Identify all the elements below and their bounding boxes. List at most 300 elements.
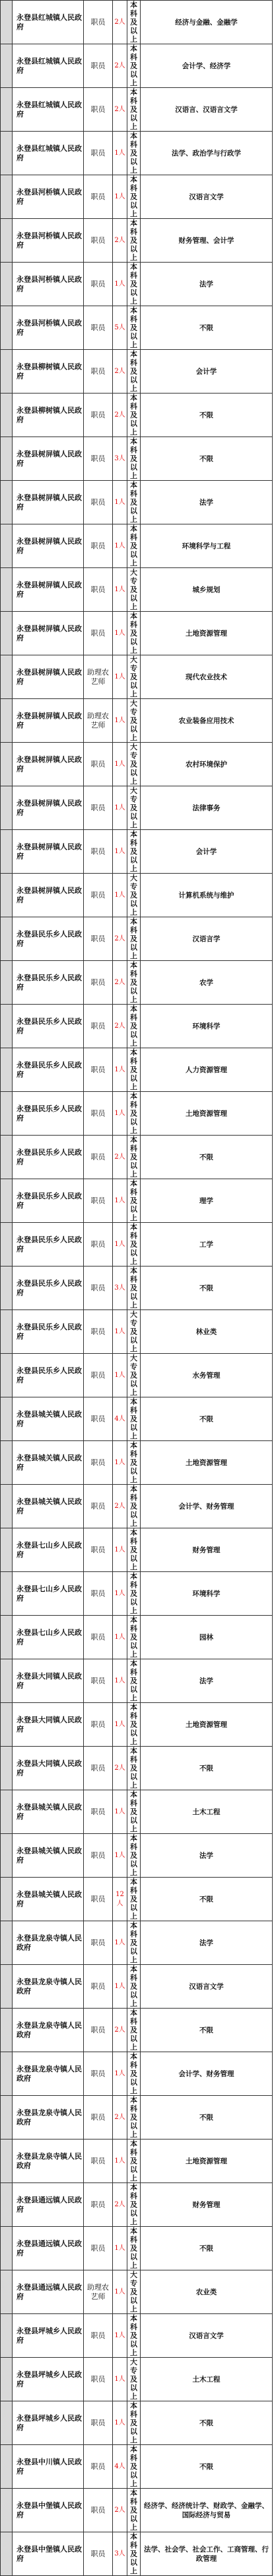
count-cell: 1人 (113, 1790, 127, 1834)
major-cell: 土地资源管理 (141, 1092, 273, 1136)
count-cell: 1人 (113, 2314, 127, 2358)
major-cell: 不限 (141, 437, 273, 481)
table-row (1, 699, 273, 743)
level-cell: 职员 (84, 961, 113, 1005)
row-marker-cell (1, 306, 13, 350)
row-marker-cell (1, 568, 13, 612)
unit-cell: 永登县民乐乡人民政府 (13, 1005, 84, 1048)
major-cell: 农业类 (141, 2270, 273, 2314)
major-cell: 不限 (141, 1267, 273, 1310)
major-cell: 法学、政治学与行政学 (141, 132, 273, 175)
row-marker-cell (1, 1354, 13, 1397)
count-cell: 1人 (113, 524, 127, 568)
count-cell: 1人 (113, 1659, 127, 1703)
level-cell: 职员 (84, 1048, 113, 1092)
unit-cell: 永登县龙泉寺镇人民政府 (13, 1921, 84, 1965)
major-cell: 不限 (141, 1878, 273, 1921)
row-marker-cell (1, 1965, 13, 2009)
unit-cell: 永登县树屏镇人民政府 (13, 655, 84, 699)
education-cell: 大专及以上 (127, 743, 141, 786)
education-cell: 本科及以上 (127, 1921, 141, 1965)
count-cell: 1人 (113, 481, 127, 524)
count-cell: 3人 (113, 1267, 127, 1310)
education-cell: 本科及以上 (127, 2183, 141, 2227)
major-cell: 计算机系统与维护 (141, 874, 273, 917)
major-cell: 水务管理 (141, 1354, 273, 1397)
table-row (1, 786, 273, 830)
level-cell: 职员 (84, 2140, 113, 2183)
major-cell: 汉语言、汉语言文学 (141, 88, 273, 132)
table-row (1, 2052, 273, 2096)
table-row (1, 874, 273, 917)
count-cell: 1人 (113, 1834, 127, 1878)
level-cell: 职员 (84, 1092, 113, 1136)
table-row (1, 1397, 273, 1441)
row-marker-cell (1, 1747, 13, 1790)
row-marker-cell (1, 2096, 13, 2140)
education-cell: 本科及以上 (127, 306, 141, 350)
table-row (1, 1048, 273, 1092)
level-cell: 职员 (84, 2183, 113, 2227)
education-cell: 本科及以上 (127, 2096, 141, 2140)
table-row (1, 2445, 273, 2489)
count-cell: 1人 (113, 1048, 127, 1092)
row-marker-cell (1, 2489, 13, 2532)
count-cell: 1人 (113, 699, 127, 743)
level-cell: 助理农艺师 (84, 2270, 113, 2314)
count-cell: 1人 (113, 743, 127, 786)
unit-cell: 永登县民乐乡人民政府 (13, 1136, 84, 1179)
table-row (1, 1703, 273, 1747)
row-marker-cell (1, 1048, 13, 1092)
count-cell: 1人 (113, 132, 127, 175)
education-cell: 本科及以上 (127, 1834, 141, 1878)
education-cell: 本科及以上 (127, 1223, 141, 1267)
unit-cell: 永登县七山乡人民政府 (13, 1572, 84, 1616)
row-marker-cell (1, 1528, 13, 1572)
table-row (1, 743, 273, 786)
education-cell: 本科及以上 (127, 219, 141, 263)
level-cell: 职员 (84, 612, 113, 655)
level-cell: 职员 (84, 786, 113, 830)
education-cell: 大专及以上 (127, 655, 141, 699)
count-cell: 2人 (113, 1136, 127, 1179)
major-cell: 汉语言文学 (141, 1965, 273, 2009)
unit-cell: 永登县坪城乡人民政府 (13, 2401, 84, 2445)
count-cell: 2人 (113, 394, 127, 437)
level-cell: 职员 (84, 1267, 113, 1310)
table-row (1, 175, 273, 219)
education-cell: 本科及以上 (127, 1397, 141, 1441)
level-cell: 职员 (84, 2401, 113, 2445)
table-row (1, 830, 273, 874)
education-cell: 本科及以上 (127, 2227, 141, 2270)
row-marker-cell (1, 2227, 13, 2270)
row-marker-cell (1, 263, 13, 306)
education-cell: 本科及以上 (127, 132, 141, 175)
education-cell: 大专及以上 (127, 1354, 141, 1397)
count-cell: 1人 (113, 263, 127, 306)
table-row (1, 481, 273, 524)
education-cell: 本科及以上 (127, 481, 141, 524)
unit-cell: 永登县通远镇人民政府 (13, 2183, 84, 2227)
row-marker-cell (1, 1921, 13, 1965)
row-marker-cell (1, 1703, 13, 1747)
major-cell: 不限 (141, 306, 273, 350)
table-row (1, 2227, 273, 2270)
row-marker-cell (1, 1572, 13, 1616)
level-cell: 职员 (84, 2314, 113, 2358)
count-cell: 1人 (113, 175, 127, 219)
major-cell: 法学 (141, 1834, 273, 1878)
major-cell: 土地资源管理 (141, 1703, 273, 1747)
level-cell: 职员 (84, 44, 113, 88)
row-marker-cell (1, 2140, 13, 2183)
unit-cell: 永登县大同镇人民政府 (13, 1747, 84, 1790)
unit-cell: 永登县龙泉寺镇人民政府 (13, 2052, 84, 2096)
count-cell: 1人 (113, 1703, 127, 1747)
unit-cell: 永登县城关镇人民政府 (13, 1878, 84, 1921)
count-cell: 1人 (113, 1528, 127, 1572)
level-cell: 职员 (84, 1136, 113, 1179)
major-cell: 工学 (141, 1223, 273, 1267)
education-cell: 本科及以上 (127, 2140, 141, 2183)
count-cell: 1人 (113, 2358, 127, 2401)
count-cell: 1人 (113, 874, 127, 917)
count-cell: 5人 (113, 306, 127, 350)
education-cell: 大专及以上 (127, 874, 141, 917)
unit-cell: 永登县树屏镇人民政府 (13, 437, 84, 481)
major-cell: 土地资源管理 (141, 2140, 273, 2183)
count-cell: 2人 (113, 2183, 127, 2227)
level-cell: 职员 (84, 2532, 113, 2576)
major-cell: 土地资源管理 (141, 1441, 273, 1485)
count-cell: 2人 (113, 1, 127, 44)
level-cell: 职员 (84, 1703, 113, 1747)
count-cell: 1人 (113, 1354, 127, 1397)
unit-cell: 永登县红城镇人民政府 (13, 1, 84, 44)
row-marker-cell (1, 1397, 13, 1441)
major-cell: 理学 (141, 1179, 273, 1223)
table-row (1, 394, 273, 437)
major-cell: 环境科学 (141, 1572, 273, 1616)
level-cell: 职员 (84, 88, 113, 132)
unit-cell: 永登县民乐乡人民政府 (13, 961, 84, 1005)
level-cell: 助理农艺师 (84, 699, 113, 743)
unit-cell: 永登县城关镇人民政府 (13, 1441, 84, 1485)
table-row (1, 1485, 273, 1528)
unit-cell: 永登县龙泉寺镇人民政府 (13, 2096, 84, 2140)
major-cell: 法学 (141, 1921, 273, 1965)
unit-cell: 永登县树屏镇人民政府 (13, 524, 84, 568)
table-row (1, 2401, 273, 2445)
level-cell: 职员 (84, 1965, 113, 2009)
count-cell: 1人 (113, 1223, 127, 1267)
unit-cell: 永登县民乐乡人民政府 (13, 1354, 84, 1397)
level-cell: 职员 (84, 2227, 113, 2270)
level-cell: 职员 (84, 2096, 113, 2140)
education-cell: 本科及以上 (127, 2052, 141, 2096)
unit-cell: 永登县民乐乡人民政府 (13, 1310, 84, 1354)
table-row (1, 132, 273, 175)
education-cell: 本科及以上 (127, 1179, 141, 1223)
table-row (1, 1616, 273, 1659)
major-cell: 法律事务 (141, 786, 273, 830)
row-marker-cell (1, 2270, 13, 2314)
unit-cell: 永登县七山乡人民政府 (13, 1528, 84, 1572)
table-row (1, 1572, 273, 1616)
unit-cell: 永登县龙泉寺镇人民政府 (13, 1965, 84, 2009)
count-cell: 1人 (113, 1441, 127, 1485)
major-cell: 法学、社会学、社会工作、工商管理、行政管理 (141, 2532, 273, 2576)
table-row (1, 655, 273, 699)
education-cell: 大专及以上 (127, 568, 141, 612)
unit-cell: 永登县民乐乡人民政府 (13, 917, 84, 961)
table-row (1, 2270, 273, 2314)
count-cell: 2人 (113, 1747, 127, 1790)
table-row (1, 917, 273, 961)
education-cell: 本科及以上 (127, 1485, 141, 1528)
major-cell: 财务管理、会计学 (141, 219, 273, 263)
education-cell: 大专及以上 (127, 1310, 141, 1354)
level-cell: 职员 (84, 2358, 113, 2401)
education-cell: 本科及以上 (127, 917, 141, 961)
row-marker-cell (1, 612, 13, 655)
education-cell: 本科及以上 (127, 2489, 141, 2532)
count-cell: 1人 (113, 1616, 127, 1659)
table-row (1, 1528, 273, 1572)
major-cell: 经济学、经济统计学、财政学、金融学、国际经济与贸易 (141, 2489, 273, 2532)
count-cell: 2人 (113, 2489, 127, 2532)
row-marker-cell (1, 2532, 13, 2576)
unit-cell: 永登县城关镇人民政府 (13, 1397, 84, 1441)
row-marker-cell (1, 219, 13, 263)
count-cell: 4人 (113, 1397, 127, 1441)
level-cell: 职员 (84, 437, 113, 481)
table-row (1, 1790, 273, 1834)
education-cell: 本科及以上 (127, 961, 141, 1005)
level-cell: 职员 (84, 394, 113, 437)
major-cell: 法学 (141, 481, 273, 524)
level-cell: 职员 (84, 1397, 113, 1441)
level-cell: 职员 (84, 830, 113, 874)
count-cell: 12人 (113, 1878, 127, 1921)
level-cell: 职员 (84, 1528, 113, 1572)
level-cell: 职员 (84, 263, 113, 306)
row-marker-cell (1, 524, 13, 568)
unit-cell: 永登县坪城乡人民政府 (13, 2314, 84, 2358)
table-row (1, 1310, 273, 1354)
table-row (1, 2183, 273, 2227)
count-cell: 2人 (113, 219, 127, 263)
major-cell: 园林 (141, 1616, 273, 1659)
row-marker-cell (1, 830, 13, 874)
unit-cell: 永登县通远镇人民政府 (13, 2227, 84, 2270)
count-cell: 3人 (113, 437, 127, 481)
table-row (1, 1179, 273, 1223)
education-cell: 本科及以上 (127, 1092, 141, 1136)
unit-cell: 永登县河桥镇人民政府 (13, 263, 84, 306)
count-cell: 1人 (113, 2140, 127, 2183)
table-row (1, 1267, 273, 1310)
row-marker-cell (1, 1310, 13, 1354)
education-cell: 大专及以上 (127, 786, 141, 830)
level-cell: 职员 (84, 1441, 113, 1485)
education-cell: 本科及以上 (127, 1005, 141, 1048)
education-cell: 本科及以上 (127, 1659, 141, 1703)
major-cell: 会计学、经济学 (141, 44, 273, 88)
level-cell: 职员 (84, 1485, 113, 1528)
unit-cell: 永登县中堡镇人民政府 (13, 2489, 84, 2532)
education-cell: 本科及以上 (127, 175, 141, 219)
level-cell: 职员 (84, 219, 113, 263)
table-row (1, 2532, 273, 2576)
unit-cell: 永登县红城镇人民政府 (13, 132, 84, 175)
education-cell: 本科及以上 (127, 44, 141, 88)
unit-cell: 永登县树屏镇人民政府 (13, 699, 84, 743)
major-cell: 财务管理 (141, 2183, 273, 2227)
row-marker-cell (1, 1179, 13, 1223)
row-marker-cell (1, 743, 13, 786)
table-row (1, 2314, 273, 2358)
level-cell: 职员 (84, 524, 113, 568)
count-cell: 2人 (113, 2009, 127, 2052)
education-cell: 本科及以上 (127, 1747, 141, 1790)
major-cell: 现代农业技术 (141, 655, 273, 699)
major-cell: 汉语言文学 (141, 175, 273, 219)
level-cell: 职员 (84, 1921, 113, 1965)
level-cell: 职员 (84, 481, 113, 524)
count-cell: 2人 (113, 350, 127, 394)
education-cell: 本科及以上 (127, 1528, 141, 1572)
count-cell: 1人 (113, 830, 127, 874)
count-cell: 1人 (113, 655, 127, 699)
education-cell: 本科及以上 (127, 88, 141, 132)
unit-cell: 永登县城关镇人民政府 (13, 1485, 84, 1528)
education-cell: 本科及以上 (127, 1878, 141, 1921)
level-cell: 职员 (84, 1005, 113, 1048)
table-row (1, 350, 273, 394)
row-marker-cell (1, 1659, 13, 1703)
row-marker-cell (1, 1834, 13, 1878)
row-marker-cell (1, 1092, 13, 1136)
table-row (1, 1136, 273, 1179)
row-marker-cell (1, 2183, 13, 2227)
row-marker-cell (1, 2052, 13, 2096)
level-cell: 职员 (84, 1179, 113, 1223)
row-marker-cell (1, 1616, 13, 1659)
education-cell: 本科及以上 (127, 437, 141, 481)
row-marker-cell (1, 2401, 13, 2445)
major-cell: 不限 (141, 2445, 273, 2489)
table-row (1, 524, 273, 568)
education-cell: 本科及以上 (127, 1441, 141, 1485)
row-marker-cell (1, 350, 13, 394)
major-cell: 法学 (141, 1659, 273, 1703)
education-cell: 本科及以上 (127, 1965, 141, 2009)
table-row (1, 1005, 273, 1048)
major-cell: 法学 (141, 263, 273, 306)
level-cell: 职员 (84, 1223, 113, 1267)
level-cell: 职员 (84, 1310, 113, 1354)
major-cell: 不限 (141, 2096, 273, 2140)
count-cell: 2人 (113, 88, 127, 132)
row-marker-cell (1, 874, 13, 917)
major-cell: 不限 (141, 394, 273, 437)
unit-cell: 永登县大同镇人民政府 (13, 1703, 84, 1747)
major-cell: 不限 (141, 1136, 273, 1179)
level-cell: 职员 (84, 2445, 113, 2489)
major-cell: 环境科学 (141, 1005, 273, 1048)
table-row (1, 1921, 273, 1965)
major-cell: 城乡规划 (141, 568, 273, 612)
level-cell: 职员 (84, 917, 113, 961)
count-cell: 2人 (113, 1485, 127, 1528)
level-cell: 职员 (84, 1, 113, 44)
unit-cell: 永登县民乐乡人民政府 (13, 1092, 84, 1136)
education-cell: 本科及以上 (127, 524, 141, 568)
count-cell: 1人 (113, 1310, 127, 1354)
table-row (1, 1659, 273, 1703)
major-cell: 汉语言学 (141, 917, 273, 961)
table-row (1, 1965, 273, 2009)
education-cell: 本科及以上 (127, 2532, 141, 2576)
unit-cell: 永登县河桥镇人民政府 (13, 175, 84, 219)
table-row (1, 568, 273, 612)
row-marker-cell (1, 175, 13, 219)
row-marker-cell (1, 961, 13, 1005)
major-cell: 农业装备应用技术 (141, 699, 273, 743)
row-marker-cell (1, 786, 13, 830)
level-cell: 职员 (84, 1834, 113, 1878)
table-row (1, 2140, 273, 2183)
row-marker-cell (1, 1485, 13, 1528)
table-row (1, 1354, 273, 1397)
table-row (1, 263, 273, 306)
unit-cell: 永登县通远镇人民政府 (13, 2270, 84, 2314)
unit-cell: 永登县树屏镇人民政府 (13, 830, 84, 874)
education-cell: 大专及以上 (127, 2270, 141, 2314)
major-cell: 土地资源管理 (141, 612, 273, 655)
unit-cell: 永登县城关镇人民政府 (13, 1790, 84, 1834)
row-marker-cell (1, 1441, 13, 1485)
table-row (1, 1747, 273, 1790)
row-marker-cell (1, 437, 13, 481)
table-row (1, 1878, 273, 1921)
unit-cell: 永登县大同镇人民政府 (13, 1659, 84, 1703)
count-cell: 2人 (113, 2096, 127, 2140)
table-row (1, 1834, 273, 1878)
education-cell: 本科及以上 (127, 1136, 141, 1179)
table-row (1, 1, 273, 44)
row-marker-cell (1, 44, 13, 88)
unit-cell: 永登县河桥镇人民政府 (13, 306, 84, 350)
education-cell: 本科及以上 (127, 2314, 141, 2358)
count-cell: 1人 (113, 1572, 127, 1616)
row-marker-cell (1, 1, 13, 44)
count-cell: 1人 (113, 1965, 127, 2009)
major-cell: 农学 (141, 961, 273, 1005)
level-cell: 职员 (84, 1747, 113, 1790)
row-marker-cell (1, 88, 13, 132)
unit-cell: 永登县民乐乡人民政府 (13, 1267, 84, 1310)
row-marker-cell (1, 1878, 13, 1921)
unit-cell: 永登县城关镇人民政府 (13, 1834, 84, 1878)
table-row (1, 2489, 273, 2532)
count-cell: 1人 (113, 2270, 127, 2314)
major-cell: 环境科学与工程 (141, 524, 273, 568)
row-marker-cell (1, 917, 13, 961)
